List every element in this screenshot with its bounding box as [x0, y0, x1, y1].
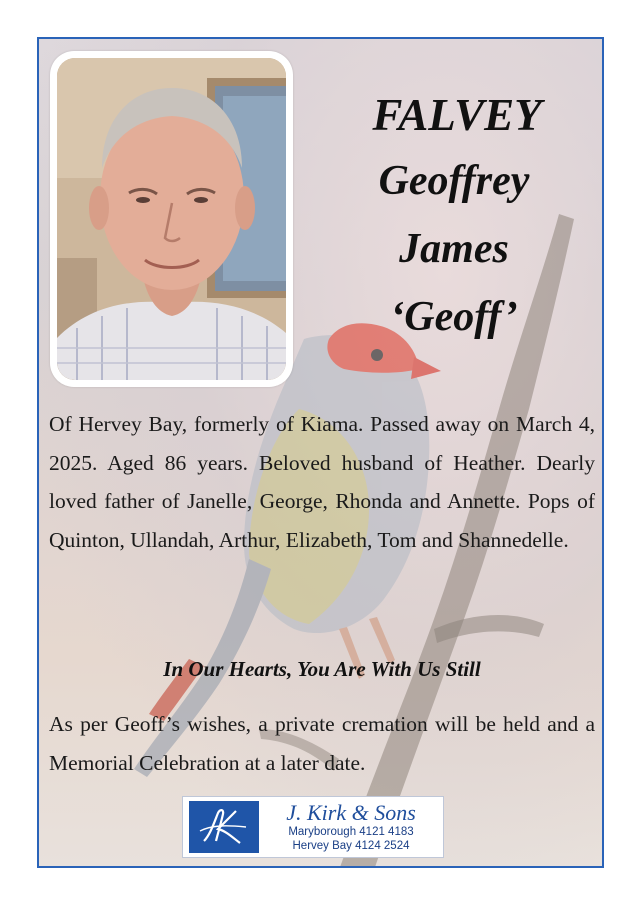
funeral-director-details: [259, 801, 443, 853]
given-name-first: Geoffrey: [378, 158, 530, 204]
funeral-director-logo: [182, 796, 444, 858]
tribute-tagline: In Our Hearts, You Are With Us Still: [163, 657, 481, 681]
kirk-monogram-icon: [189, 801, 259, 853]
portrait-photo: [57, 58, 286, 380]
notice-paragraph: Of Hervey Bay, formerly of Kiama. Passed away on March 4, 2025. Aged 86 years. Beloved husband of Heather. Dearly loved father of Janelle, George, Rhonda and Annette. Pops of Quinton, Ullandah, Arthur, Elizabeth, Tom and Shannedelle.: [49, 412, 595, 552]
funeral-director-phone-2: Hervey Bay 4124 2524: [292, 840, 410, 852]
given-name-middle: James: [399, 226, 509, 272]
death-notice: [37, 37, 604, 868]
surname: FALVEY: [372, 90, 542, 140]
deceased-name: [309, 83, 599, 351]
nickname: ‘Geoff’: [390, 294, 518, 340]
funeral-director-phone-1: Maryborough 4121 4183: [288, 826, 414, 838]
service-paragraph: As per Geoff’s wishes, a private cremation will be held and a Memorial Celebration at a later date.: [49, 712, 595, 775]
funeral-director-name: J. Kirk & Sons: [286, 800, 416, 825]
portrait-frame: [50, 51, 293, 387]
